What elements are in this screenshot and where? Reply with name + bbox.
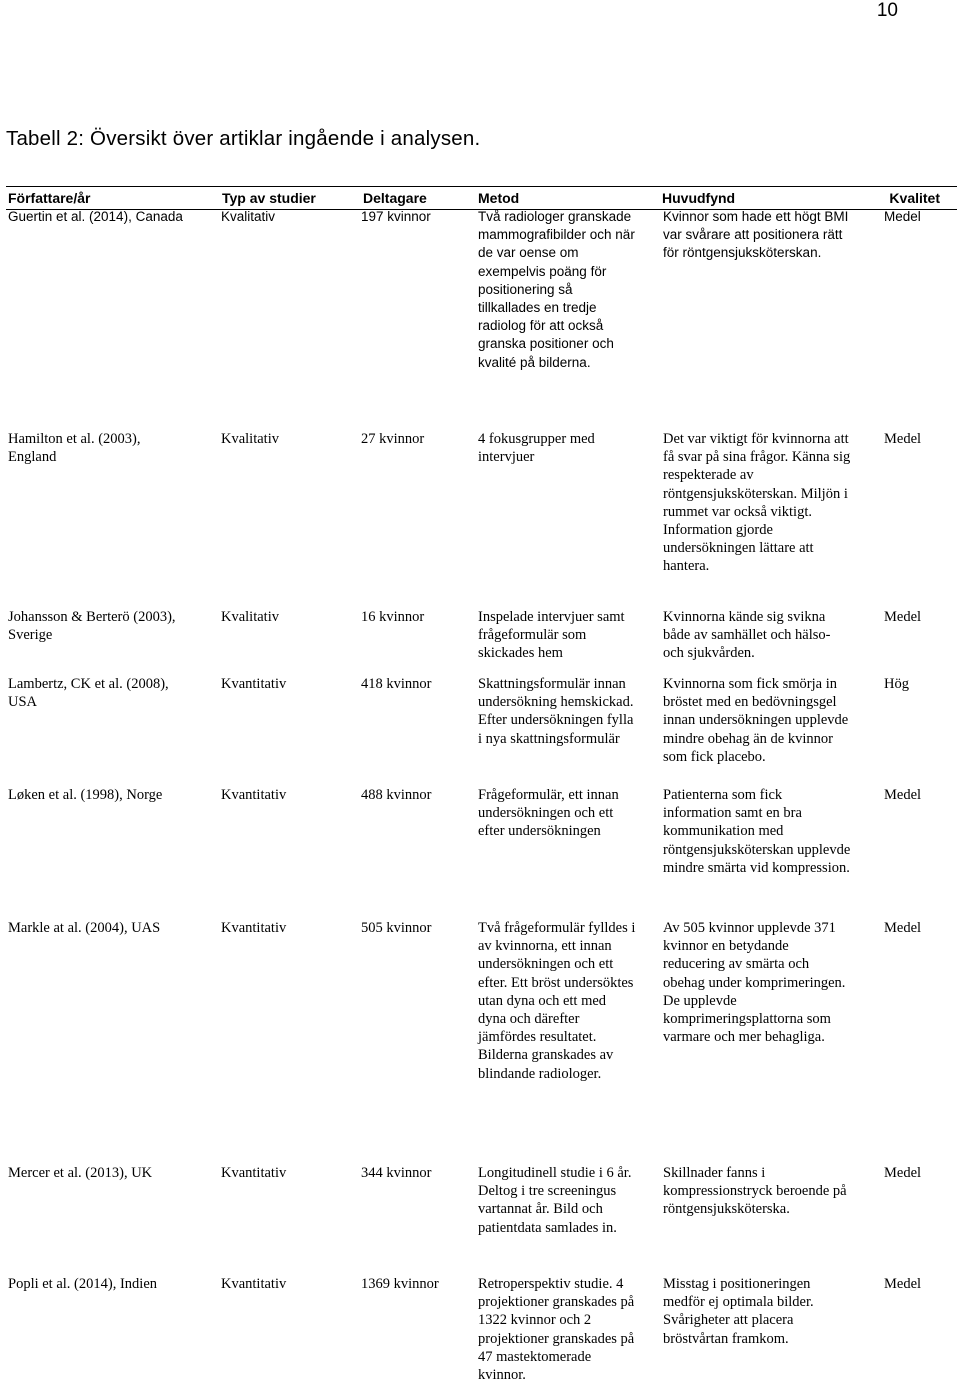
cell-participants: 488 kvinnor: [361, 787, 432, 803]
cell-author: Johansson & Berterö (2003), Sverige: [8, 609, 176, 644]
cell-method: Två radiologer granskade mammografibilder och när de var oense om exempelvis poäng för positionering så tillkallades en tredje radiolog för att också granska positioner och kvalité på bilderna.: [478, 209, 635, 370]
table-caption: Tabell 2: Översikt över artiklar ingående i analysen.: [6, 127, 481, 150]
cell-method: Två frågeformulär fylldes i av kvinnorna, ett innan undersökningen och ett efter. Ett bröst undersöktes utan dyna och ett med dyna och därefter jämfördes resultatet. Bilderna granskades av blindande radiologer.: [478, 920, 636, 1082]
cell-main-finding: Skillnader fanns i kompressionstryck beroende på röntgensjuksköterska.: [663, 1165, 847, 1218]
header-study-type: Typ av studier: [222, 190, 316, 206]
cell-quality: Medel: [884, 431, 922, 447]
cell-main-finding: Kvinnor som hade ett högt BMI var svårare att positionera rätt för röntgensjuksköterskan.: [663, 209, 849, 261]
cell-quality: Hög: [884, 676, 909, 692]
header-method: Metod: [478, 190, 520, 206]
cell-author: Markle at al. (2004), UAS: [8, 920, 161, 936]
header-quality: Kvalitet: [889, 190, 940, 206]
cell-study-type: Kvalitativ: [221, 609, 279, 625]
cell-participants: 1369 kvinnor: [361, 1276, 439, 1292]
header-main-finding: Huvudfynd: [662, 190, 736, 206]
cell-author: Hamilton et al. (2003), England: [8, 431, 141, 466]
cell-participants: 197 kvinnor: [361, 209, 431, 224]
cell-main-finding: Patienterna som fick information samt en bra kommunikation med röntgensjuksköterskan upplevde mindre smärta vid kompression.: [663, 787, 851, 876]
cell-study-type: Kvantitativ: [221, 920, 287, 936]
cell-method: 4 fokusgrupper med intervjuer: [478, 431, 595, 466]
cell-quality: Medel: [884, 209, 921, 224]
cell-main-finding: Av 505 kvinnor upplevde 371 kvinnor en betydande reducering av smärta och obehag under komprimeringen. De upplevde komprimeringsplattorna som varmare och mer behagliga.: [663, 920, 846, 1046]
page-number: 10: [876, 0, 898, 21]
cell-participants: 16 kvinnor: [361, 609, 425, 625]
cell-method: Retroperspektiv studie. 4 projektioner granskades på 1322 kvinnor och 2 projektioner granskades på 47 mastektomerade kvinnor.: [478, 1276, 635, 1384]
header-participants: Deltagare: [363, 190, 427, 206]
cell-study-type: Kvantitativ: [221, 676, 287, 692]
cell-author: Guertin et al. (2014), Canada: [8, 209, 183, 224]
cell-main-finding: Kvinnorna kände sig svikna både av samhället och hälso- och sjukvården.: [663, 609, 831, 662]
cell-author: Løken et al. (1998), Norge: [8, 787, 163, 803]
table-header: [6, 186, 957, 210]
cell-quality: Medel: [884, 920, 922, 936]
cell-method: Longitudinell studie i 6 år. Deltog i tre screeningus vartannat år. Bild och patientdata samlades in.: [478, 1165, 632, 1236]
cell-study-type: Kvantitativ: [221, 1276, 287, 1292]
cell-quality: Medel: [884, 787, 922, 803]
cell-participants: 505 kvinnor: [361, 920, 432, 936]
cell-participants: 344 kvinnor: [361, 1165, 432, 1181]
cell-main-finding: Det var viktigt för kvinnorna att få svar på sina frågor. Känna sig respekterade av röntgensjuksköterskan. Miljön i rummet var också viktigt. Information gjorde undersökningen lättare att hantera.: [663, 431, 851, 575]
cell-author: Popli et al. (2014), Indien: [8, 1276, 158, 1292]
cell-author: Mercer et al. (2013), UK: [8, 1165, 153, 1181]
header-author: Författare/år: [8, 190, 91, 206]
cell-study-type: Kvantitativ: [221, 1165, 287, 1181]
cell-main-finding: Misstag i positioneringen medför ej optimala bilder. Svårigheter att placera bröstvårtan framkom.: [663, 1276, 814, 1347]
cell-participants: 418 kvinnor: [361, 676, 432, 692]
cell-study-type: Kvalitativ: [221, 209, 276, 224]
cell-participants: 27 kvinnor: [361, 431, 425, 447]
cell-author: Lambertz, CK et al. (2008), USA: [8, 676, 169, 711]
cell-method: Frågeformulär, ett innan undersökningen och ett efter undersökningen: [478, 787, 619, 840]
cell-method: Skattningsformulär innan undersökning hemskickad. Efter undersökningen fylla i nya skattningsformulär: [478, 676, 634, 747]
cell-study-type: Kvalitativ: [221, 431, 279, 447]
cell-quality: Medel: [884, 1276, 922, 1292]
cell-quality: Medel: [884, 1165, 922, 1181]
cell-quality: Medel: [884, 609, 922, 625]
cell-main-finding: Kvinnorna som fick smörja in bröstet med en bedövningsgel innan undersökningen upplevde mindre obehag än de kvinnor som fick placebo.: [663, 676, 849, 765]
articles-table: [6, 186, 957, 1384]
cell-study-type: Kvantitativ: [221, 787, 287, 803]
cell-method: Inspelade intervjuer samt frågeformulär som skickades hem: [478, 609, 625, 662]
